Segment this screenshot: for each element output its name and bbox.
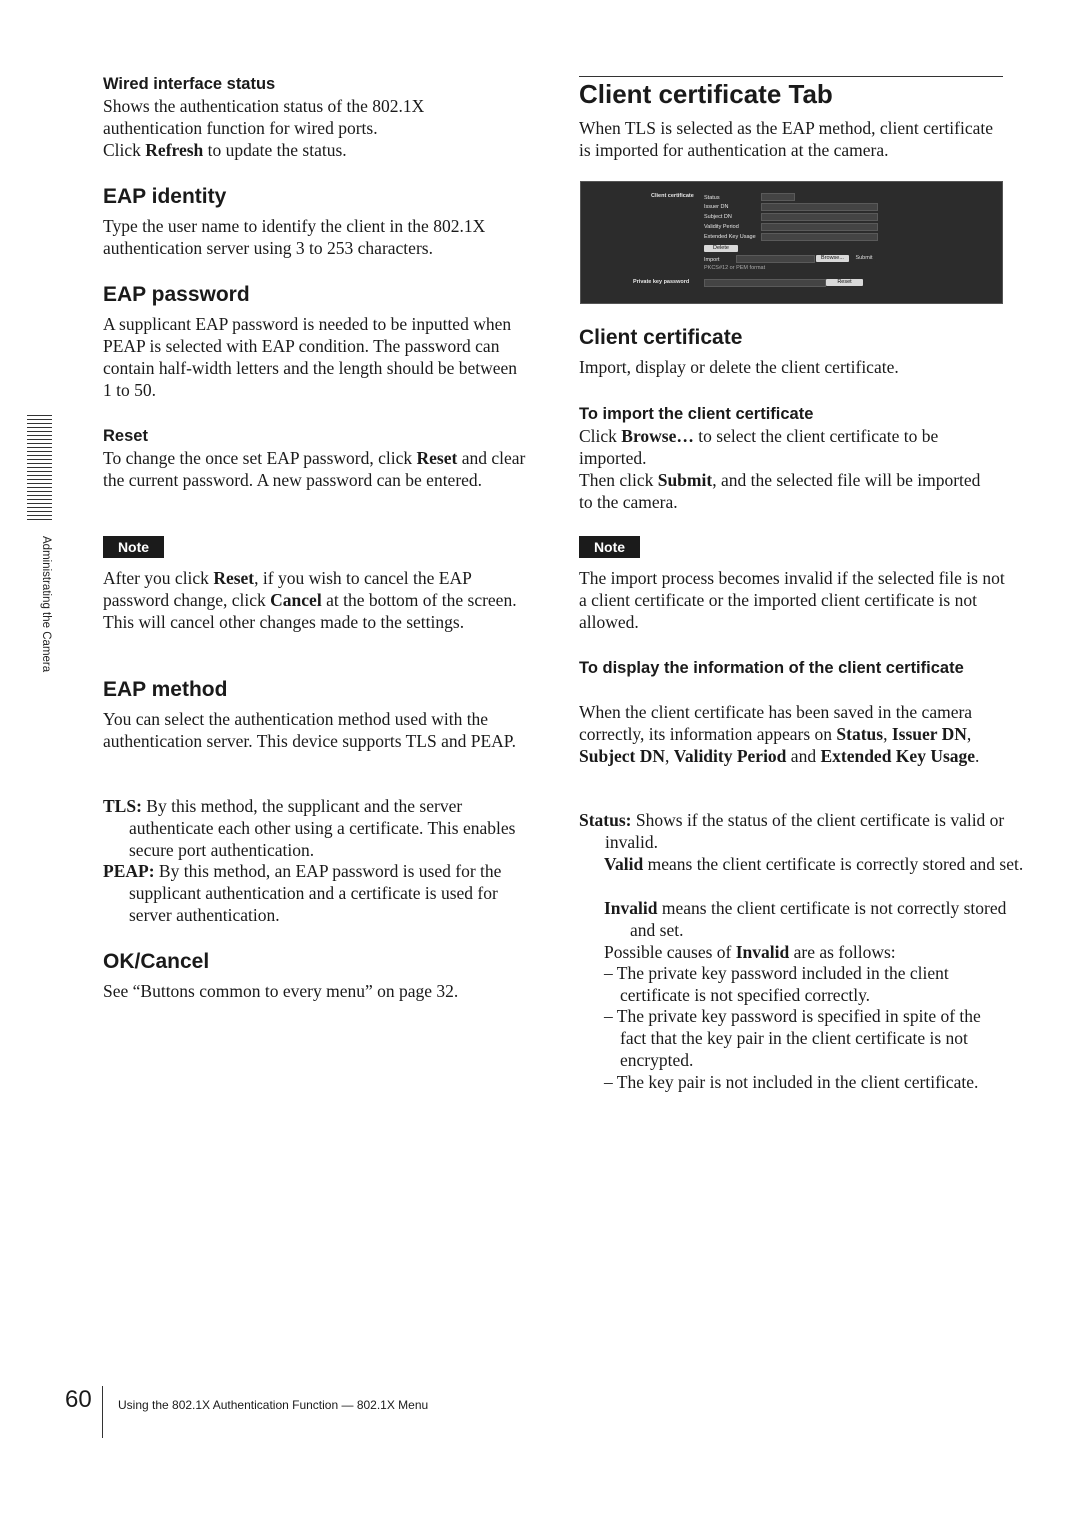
cause-item: – The private key password is specified in spite of the fact that the key pair in the client certificate is not encrypted. <box>604 1006 981 1070</box>
shot-status-label: Status <box>704 195 720 201</box>
side-chapter-label: Administrating the Camera <box>40 536 52 673</box>
wired-status-refresh: Click Refresh to update the status. <box>103 140 347 160</box>
reset-desc: To change the once set EAP password, click Reset and clear the current password. A new password can be entered. <box>103 448 526 490</box>
page-title: Client certificate Tab <box>579 79 833 109</box>
shot-pkp-label: Private key password <box>633 279 690 285</box>
shot-validity-label: Validity Period <box>704 224 739 230</box>
reset-heading: Reset <box>103 427 148 445</box>
shot-reset-button: Reset <box>826 279 863 286</box>
causes-intro: Possible causes of Invalid are as follows: <box>604 942 896 962</box>
status-invalid: Invalid means the client certificate is not correctly stored and set. <box>604 898 1007 940</box>
shot-import-field <box>736 255 815 263</box>
note-reset-text: After you click Reset, if you wish to cancel the EAP password change, click Cancel at the bottom of the screen. This will cancel other changes made to the settings. <box>103 568 517 632</box>
shot-issuer-label: Issuer DN <box>704 204 729 210</box>
footer-text: Using the 802.1X Authentication Function — 802.1X Menu <box>118 1398 429 1412</box>
display-desc: When the client certificate has been saved in the camera correctly, its information appears on Status, Issuer DN, Subject DN, Validity Period and Extended Key Usage. <box>579 702 980 766</box>
import-step1: Click Browse… to select the client certificate to be imported. <box>579 426 939 468</box>
cause-item: – The key pair is not included in the client certificate. <box>604 1072 979 1092</box>
import-step2: Then click Submit, and the selected file will be imported to the camera. <box>579 470 981 512</box>
client-certificate-screenshot <box>580 181 1003 304</box>
wired-status-heading: Wired interface status <box>103 75 276 93</box>
client-cert-heading: Client certificate <box>579 326 743 349</box>
ok-cancel-heading: OK/Cancel <box>103 950 210 973</box>
display-heading: To display the information of the client certificate <box>579 659 964 677</box>
shot-eku-label: Extended Key Usage <box>704 234 756 240</box>
shot-submit-button: Submit <box>852 255 876 262</box>
import-heading: To import the client certificate <box>579 405 814 423</box>
tls-item: TLS: By this method, the supplicant and the server authenticate each other using a certificate. This enables secure port authentication. <box>103 796 516 860</box>
tab-intro: When TLS is selected as the EAP method, client certificate is imported for authentication at the camera. <box>579 118 994 160</box>
status-valid: Valid means the client certificate is correctly stored and set. <box>604 854 1024 874</box>
shot-validity-field <box>761 223 878 231</box>
section-rule <box>579 76 1003 77</box>
shot-subject-field <box>761 213 878 221</box>
peap-item: PEAP: By this method, an EAP password is used for the supplicant authentication and a certificate is used for server authentication. <box>103 861 502 925</box>
ok-cancel-desc: See “Buttons common to every menu” on page 32. <box>103 981 459 1001</box>
shot-browse-button: Browse... <box>816 255 849 262</box>
shot-issuer-field <box>761 203 878 211</box>
eap-method-heading: EAP method <box>103 678 228 701</box>
shot-subject-label: Subject DN <box>704 214 732 220</box>
client-cert-desc: Import, display or delete the client certificate. <box>579 357 899 377</box>
status-def: Status: Shows if the status of the client certificate is valid or invalid. <box>579 810 1005 852</box>
eap-password-heading: EAP password <box>103 283 250 306</box>
shot-import-label: Import <box>704 257 720 263</box>
shot-status-field <box>761 193 795 201</box>
note-badge-2: Note <box>579 536 640 558</box>
eap-identity-heading: EAP identity <box>103 185 227 208</box>
footer-divider <box>102 1386 103 1438</box>
note-import-text: The import process becomes invalid if the selected file is not a client certificate or the imported client certificate is not allowed. <box>579 568 1005 632</box>
shot-pkp-field <box>704 279 826 287</box>
cause-item: – The private key password included in the client certificate is not specified correctly. <box>604 963 949 1005</box>
page-number: 60 <box>65 1386 92 1413</box>
shot-eku-field <box>761 233 878 241</box>
eap-password-desc: A supplicant EAP password is needed to be inputted when PEAP is selected with EAP condition. The password can contain half-width letters and the length should be between 1 to 50. <box>103 314 518 400</box>
shot-format-hint: PKCS#12 or PEM format <box>704 265 766 271</box>
note-badge: Note <box>103 536 164 558</box>
shot-section-label: Client certificate <box>651 193 694 199</box>
side-tab-marker <box>27 415 52 522</box>
eap-identity-desc: Type the user name to identify the client in the 802.1X authentication server using 3 to 253 characters. <box>103 216 486 258</box>
eap-method-desc: You can select the authentication method used with the authentication server. This device supports TLS and PEAP. <box>103 709 516 751</box>
wired-status-desc: Shows the authentication status of the 802.1X authentication function for wired ports. <box>103 96 425 138</box>
shot-delete-button: Delete <box>704 245 738 252</box>
